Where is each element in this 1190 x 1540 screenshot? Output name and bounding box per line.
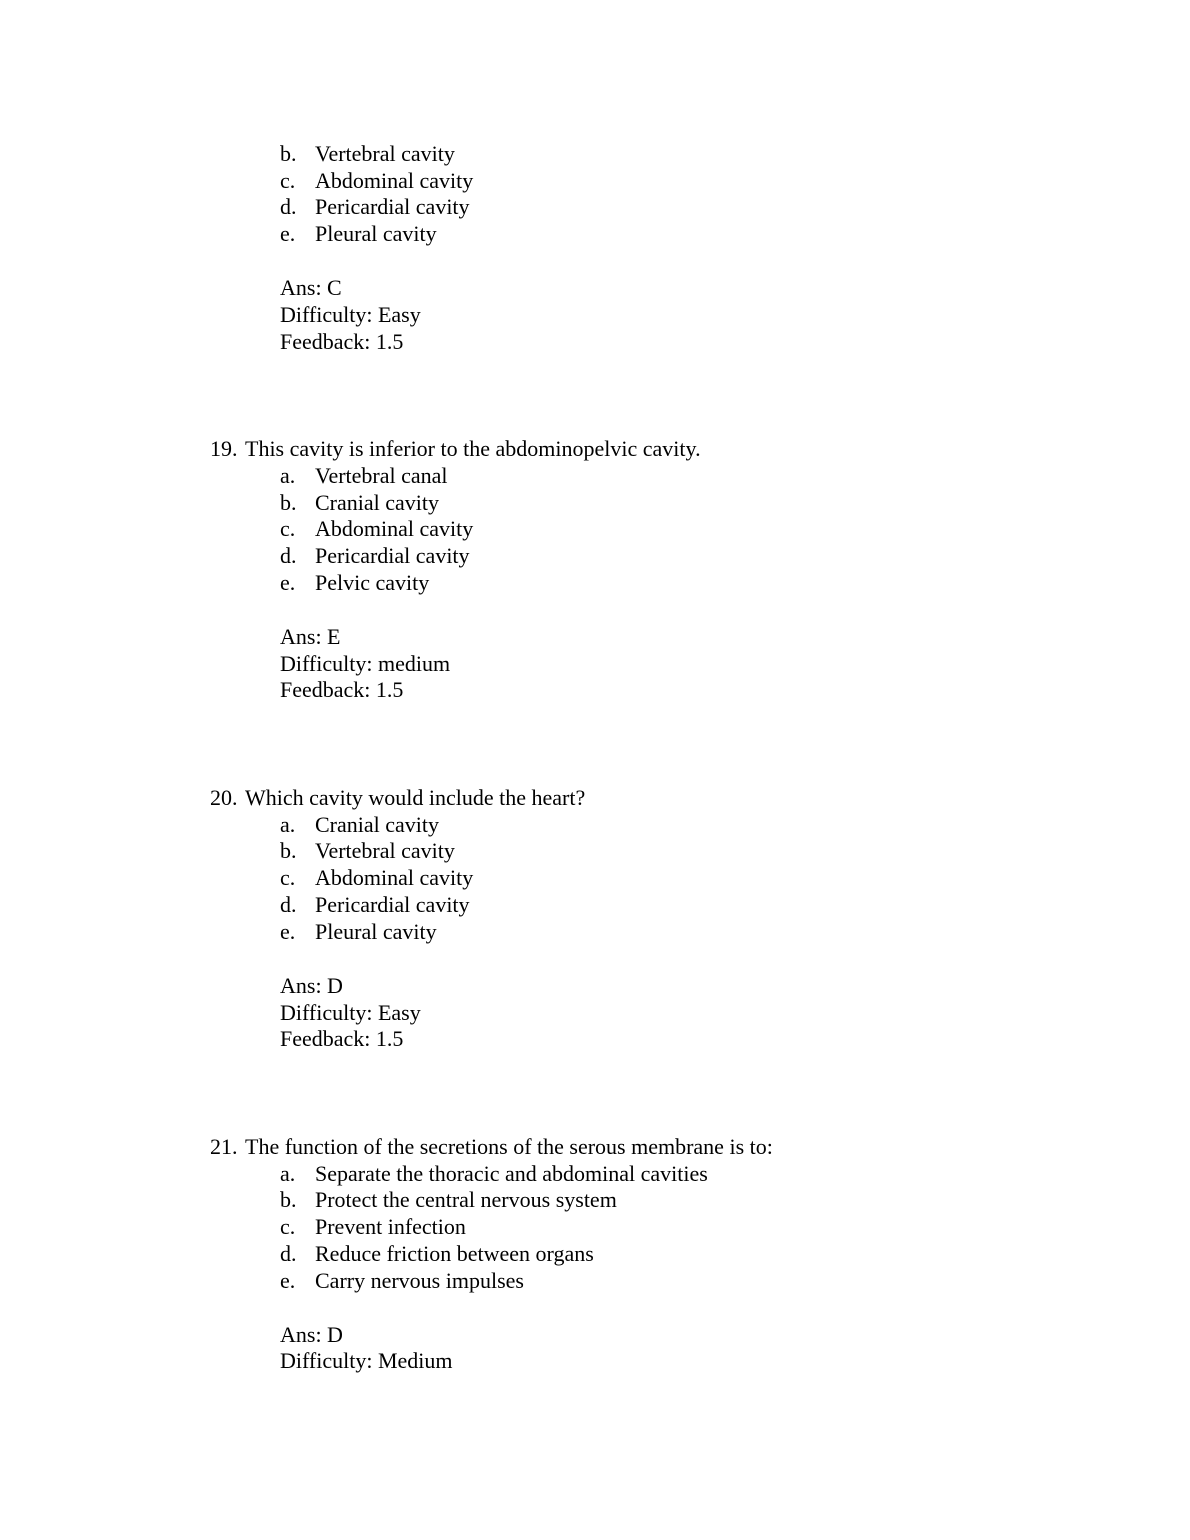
option-text: Cranial cavity [315, 490, 440, 515]
option-text: Vertebral cavity [315, 838, 455, 863]
question-text: The function of the secretions of the serous membrane is to: [245, 1134, 773, 1159]
option-text: Protect the central nervous system [315, 1187, 617, 1212]
option-letter: e. [280, 570, 296, 595]
question-text: Which cavity would include the heart? [245, 785, 586, 810]
question-number: 21. [210, 1134, 238, 1159]
option-letter: e. [280, 221, 296, 246]
option-letter: d. [280, 194, 297, 219]
difficulty-line: Difficulty: Easy [280, 1000, 421, 1025]
option-text: Reduce friction between organs [315, 1241, 594, 1266]
option-letter: b. [280, 490, 297, 515]
option-text: Cranial cavity [315, 812, 440, 837]
option-letter: d. [280, 1241, 297, 1266]
option-text: Pelvic cavity [315, 570, 430, 595]
option-letter: e. [280, 919, 296, 944]
option-text: Pericardial cavity [315, 892, 470, 917]
option-letter: d. [280, 543, 297, 568]
answer-line: Ans: D [280, 973, 343, 998]
option-letter: a. [280, 463, 296, 488]
option-text: Prevent infection [315, 1214, 466, 1239]
option-letter: d. [280, 892, 297, 917]
option-text: Abdominal cavity [315, 516, 474, 541]
option-text: Pericardial cavity [315, 543, 470, 568]
option-letter: a. [280, 812, 296, 837]
option-letter: e. [280, 1268, 296, 1293]
option-letter: c. [280, 1214, 296, 1239]
answer-line: Ans: E [280, 624, 341, 649]
option-letter: b. [280, 838, 297, 863]
option-text: Abdominal cavity [315, 865, 474, 890]
difficulty-line: Difficulty: Medium [280, 1348, 453, 1373]
answer-line: Ans: C [280, 275, 342, 300]
option-text: Carry nervous impulses [315, 1268, 524, 1293]
difficulty-line: Difficulty: medium [280, 651, 451, 676]
question-number: 19. [210, 436, 238, 461]
question-text: This cavity is inferior to the abdominopelvic cavity. [245, 436, 701, 461]
question-number: 20. [210, 785, 238, 810]
option-letter: c. [280, 865, 296, 890]
option-text: Separate the thoracic and abdominal cavities [315, 1161, 708, 1186]
feedback-line: Feedback: 1.5 [280, 329, 404, 354]
option-letter: c. [280, 168, 296, 193]
answer-line: Ans: D [280, 1322, 343, 1347]
option-text: Pleural cavity [315, 919, 437, 944]
option-text: Vertebral cavity [315, 141, 455, 166]
feedback-line: Feedback: 1.5 [280, 1026, 404, 1051]
option-letter: b. [280, 141, 297, 166]
feedback-line: Feedback: 1.5 [280, 677, 404, 702]
option-letter: b. [280, 1187, 297, 1212]
option-letter: a. [280, 1161, 296, 1186]
difficulty-line: Difficulty: Easy [280, 302, 421, 327]
option-text: Pericardial cavity [315, 194, 470, 219]
option-text: Pleural cavity [315, 221, 437, 246]
option-letter: c. [280, 516, 296, 541]
option-text: Vertebral canal [315, 463, 448, 488]
option-text: Abdominal cavity [315, 168, 474, 193]
